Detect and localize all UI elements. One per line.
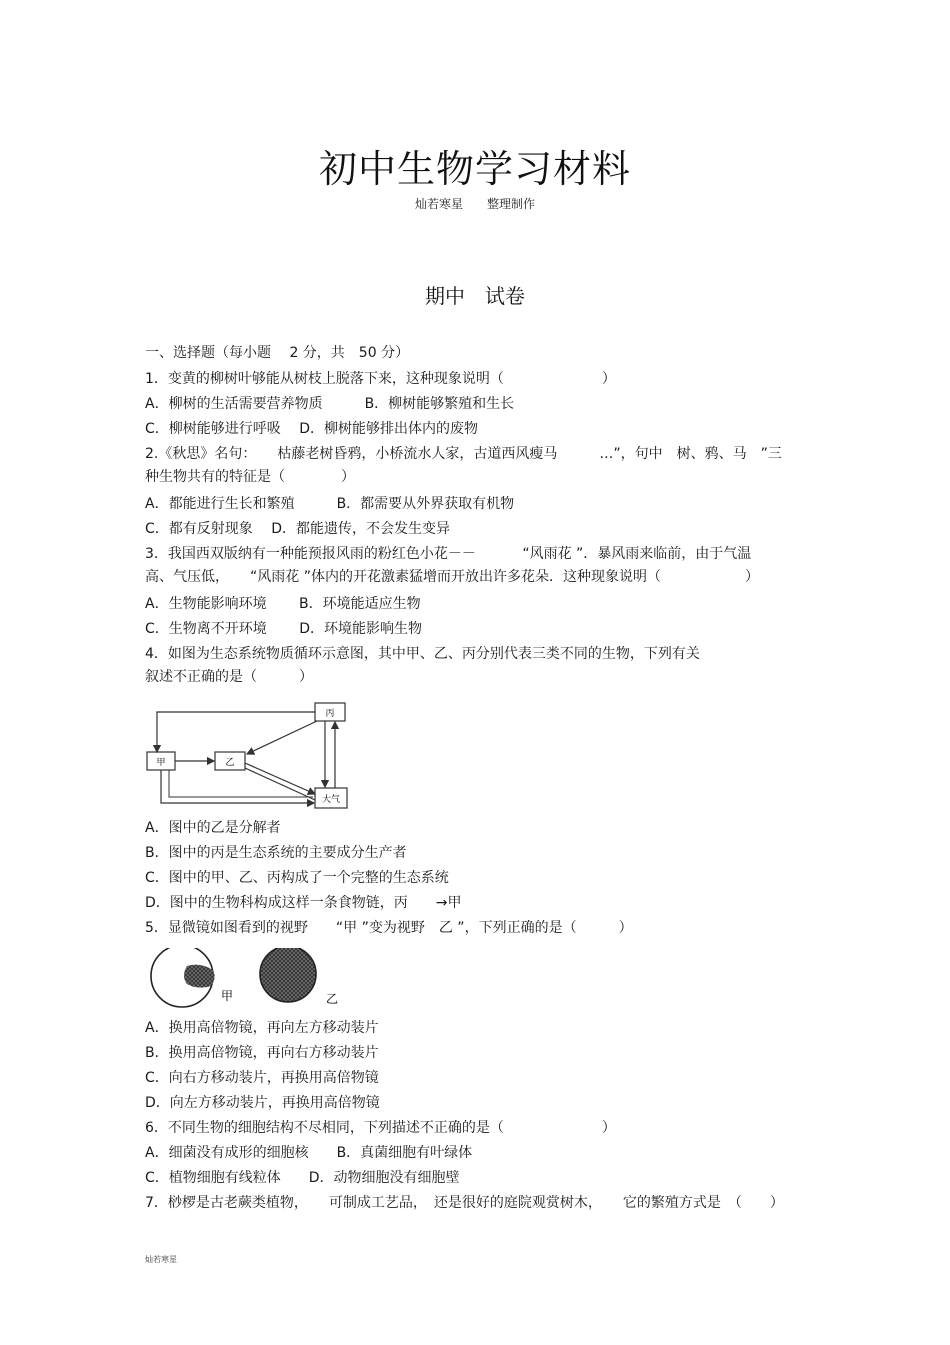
- question-line: 2.《秋思》名句： 枯藤老树昏鸦，小桥流水人家，古道西风瘦马 …”，句中 树、鸦、马 ”三: [145, 446, 782, 462]
- question-line: 高、气压低， “风雨花 ”体内的开花激素猛增而开放出许多花朵．这种现象说明（ ）: [145, 569, 759, 585]
- question-line: A．都能进行生长和繁殖 B．都需要从外界获取有机物: [145, 496, 515, 512]
- question-line: A．图中的乙是分解者: [145, 820, 281, 836]
- question-line: A．换用高倍物镜，再向左方移动装片: [145, 1020, 379, 1036]
- question-line: C．生物离不开环境 D．环境能影响生物: [145, 621, 423, 637]
- question-line: 6．不同生物的细胞结构不尽相同，下列描述不正确的是（ ）: [145, 1120, 616, 1136]
- question-line: 种生物共有的特征是（ ）: [145, 469, 355, 485]
- question-line: C．都有反射现象 D．都能遗传，不会发生变异: [145, 521, 451, 537]
- node-bing-label: 丙: [325, 709, 335, 719]
- question-line: C．柳树能够进行呼吸 D．柳树能够排出体内的废物: [145, 421, 479, 437]
- exam-title: 期中 试卷: [425, 284, 525, 308]
- microscope-view-diagram: [145, 948, 345, 1010]
- question-line: 4．如图为生态系统物质循环示意图，其中甲、乙、丙分别代表三类不同的生物，下列有关: [145, 646, 700, 662]
- question-line: 叙述不正确的是（ ）: [145, 669, 313, 685]
- question-line: C．图中的甲、乙、丙构成了一个完整的生态系统: [145, 870, 449, 886]
- question-line: 1．变黄的柳树叶够能从树枝上脱落下来，这种现象说明（ ）: [145, 371, 616, 387]
- question-line: 5．显微镜如图看到的视野 “甲 ”变为视野 乙 ”，下列正确的是（ ）: [145, 920, 633, 936]
- question-line: B．图中的丙是生态系统的主要成分生产者: [145, 845, 407, 861]
- section-heading: 一、选择题（每小题 2 分，共 50 分）: [145, 345, 410, 361]
- question-line: B．换用高倍物镜，再向右方移动装片: [145, 1045, 379, 1061]
- node-air-label: 大气: [321, 795, 341, 805]
- question-line: A．细菌没有成形的细胞核 B．真菌细胞有叶绿体: [145, 1145, 473, 1161]
- page-title: 初中生物学习材料: [318, 147, 631, 191]
- question-line: A．生物能影响环境 B．环境能适应生物: [145, 596, 421, 612]
- question-line: D．图中的生物科构成这样一条食物链，丙 →甲: [145, 895, 462, 911]
- question-line: C．向右方移动装片，再换用高倍物镜: [145, 1070, 379, 1086]
- node-jia-label: 甲: [156, 758, 166, 768]
- page-footer: 灿若寒星: [145, 1255, 177, 1264]
- question-line: C．植物细胞有线粒体 D．动物细胞没有细胞壁: [145, 1170, 460, 1186]
- question-line: 7．桫椤是古老蕨类植物， 可制成工艺品， 还是很好的庭院观赏树木， 它的繁殖方式是 （ ）: [145, 1195, 784, 1211]
- question-line: 3．我国西双版纳有一种能预报风雨的粉红色小花－－ “风雨花 ”．暴风雨来临前，由于气温: [145, 546, 752, 562]
- view-jia-label: 甲: [221, 989, 234, 1003]
- question-line: A．柳树的生活需要营养物质 B．柳树能够繁殖和生长: [145, 396, 515, 412]
- ecosystem-cycle-diagram: [145, 700, 350, 812]
- view-yi-label: 乙: [326, 992, 339, 1006]
- question-line: D．向左方移动装片，再换用高倍物镜: [145, 1095, 380, 1111]
- node-yi-label: 乙: [225, 758, 235, 768]
- page-subtitle: 灿若寒星 整理制作: [414, 197, 535, 211]
